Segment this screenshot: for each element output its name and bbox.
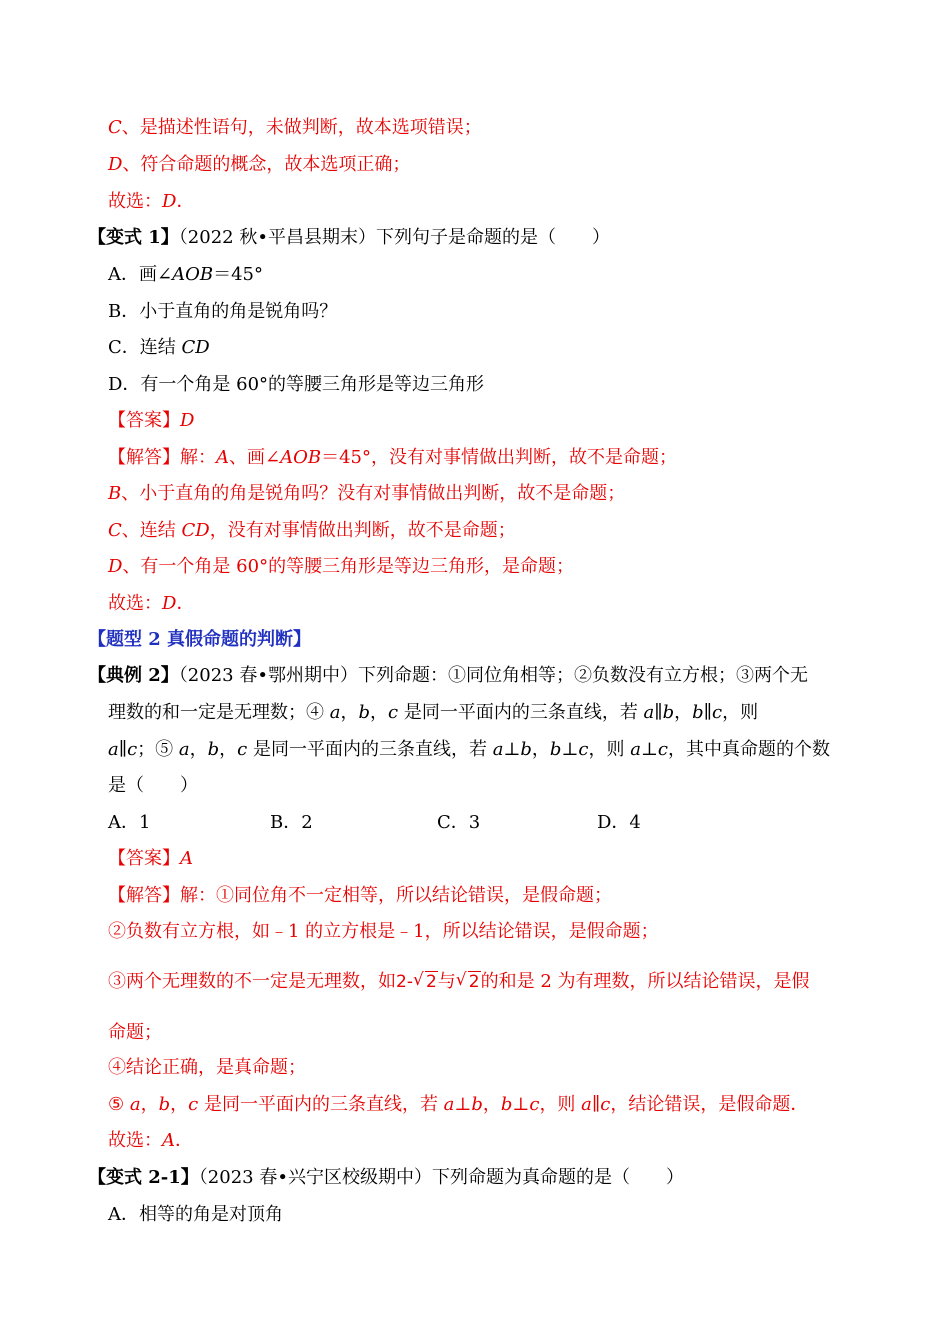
variant2-1-option-a: A．相等的角是对顶角 bbox=[108, 1204, 283, 1225]
variant1-option-c: C．连结 CD bbox=[108, 337, 210, 358]
example2-line-3: a∥c；⑤ a，b，c 是同一平面内的三条直线，若 a⊥b，b⊥c，则 a⊥c，其中真命题的个数 bbox=[108, 739, 830, 760]
sqrt-symbol: √ 2 bbox=[412, 970, 437, 992]
variant1-answer: 【答案】D bbox=[108, 410, 195, 431]
variant1-question: 【变式 1】（2022 秋•平昌县期末）下列句子是命题的是（ ） bbox=[88, 227, 610, 248]
example2-option-b: B．2 bbox=[270, 812, 313, 833]
example2-solution-3: ③两个无理数的不一定是无理数，如2- √ 2与 √ 2的和是 2 为有理数，所以结论错误，是假 bbox=[108, 970, 810, 992]
variant1-solution-3: C、连结 CD，没有对事情做出判断，故不是命题； bbox=[108, 520, 516, 541]
variant2-1-question: 【变式 2-1】（2023 春•兴宁区校级期中）下列命题为真命题的是（ ） bbox=[88, 1167, 684, 1188]
example2-answer: 【答案】A bbox=[108, 848, 193, 869]
example2-line-4: 是（ ） bbox=[108, 775, 198, 796]
example2-solution-6: ⑤ a，b，c 是同一平面内的三条直线，若 a⊥b，b⊥c，则 a∥c，结论错误，是假命题． bbox=[108, 1094, 809, 1115]
example2-option-d: D．4 bbox=[597, 812, 641, 833]
example2-option-a: A．1 bbox=[108, 812, 151, 833]
explain-c-line: C、是描述性语句，未做判断，故本选项错误； bbox=[108, 117, 482, 138]
variant1-option-a: A．画∠AOB＝45° bbox=[108, 264, 263, 285]
expression-two-minus-root-two: 2- √ 2 bbox=[396, 970, 437, 992]
explain-choose: 故选：D． bbox=[108, 191, 195, 212]
example2-solution-5: ④结论正确，是真命题； bbox=[108, 1057, 306, 1078]
example2-option-c: C．3 bbox=[437, 812, 481, 833]
explain-d-line: D、符合命题的概念，故本选项正确； bbox=[108, 154, 411, 175]
example2-solution-4: 命题； bbox=[108, 1022, 162, 1043]
variant1-solution-2: B、小于直角的角是锐角吗？没有对事情做出判断，故不是命题； bbox=[108, 483, 626, 504]
variant1-solution-choose: 故选：D． bbox=[108, 593, 195, 614]
variant1-option-d: D．有一个角是 60°的等腰三角形是等边三角形 bbox=[108, 374, 485, 395]
example2-solution-choose: 故选：A． bbox=[108, 1130, 193, 1151]
example2-solution-2: ②负数有立方根，如﹣1 的立方根是﹣1，所以结论错误，是假命题； bbox=[108, 921, 659, 942]
sqrt-two: √ 2 bbox=[455, 970, 480, 992]
section-title: 【题型 2 真假命题的判断】 bbox=[88, 629, 312, 650]
variant1-option-b: B．小于直角的角是锐角吗？ bbox=[108, 301, 338, 322]
variant1-solution-1: 【解答】解：A、画∠AOB＝45°，没有对事情做出判断，故不是命题； bbox=[108, 447, 677, 468]
example2-line-2: 理数的和一定是无理数；④ a，b，c 是同一平面内的三条直线，若 a∥b，b∥c，则 bbox=[108, 702, 759, 723]
example2-solution-1: 【解答】解：①同位角不一定相等，所以结论错误，是假命题； bbox=[108, 885, 612, 906]
variant1-solution-4: D、有一个角是 60°的等腰三角形是等边三角形，是命题； bbox=[108, 556, 575, 577]
example2-line-1: 【典例 2】（2023 春•鄂州期中）下列命题：①同位角相等；②负数没有立方根；③两个无 bbox=[88, 665, 808, 686]
